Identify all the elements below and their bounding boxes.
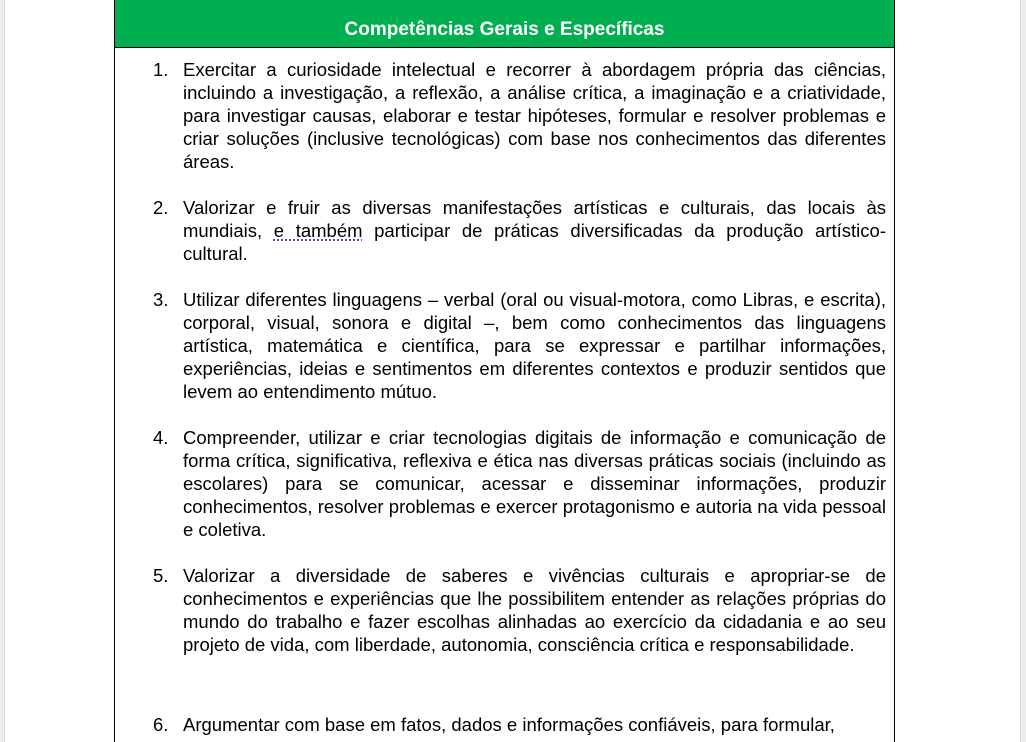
item-text-part: Valorizar e fruir as diversas manifestações artísticas e culturais, das locais às mundiais, (183, 197, 886, 241)
item-text[interactable]: Exercitar a curiosidade intelectual e recorrer à abordagem própria das ciências, incluindo a investigação, a reflexão, a análise crítica, a imaginação e a criatividade, para investigar causas, elaborar e testar hipóteses, formular e resolver problemas e criar soluções (inclusive tecnológicas) com base nos conhecimentos das diferentes áreas. (183, 59, 886, 172)
page-edge-left (0, 0, 5, 742)
item-text[interactable]: Utilizar diferentes linguagens – verbal (oral ou visual-motora, como Libras, e escrita), corporal, visual, sonora e digital –, bem como conhecimentos das linguagens artística, matemática e científica, para se expressar e partilhar informações, experiências, ideias e sentimentos em diferentes contextos e produzir sentidos que levem ao entendimento mútuo. (183, 289, 886, 402)
item-text[interactable]: Compreender, utilizar e criar tecnologias digitais de informação e comunicação de forma crítica, significativa, reflexiva e ética nas diversas práticas sociais (incluindo as escolares) para se comunicar, acessar e disseminar informações, produzir conhecimentos, resolver problemas e exercer protagonismo e autoria na vida pessoal e coletiva. (183, 427, 886, 540)
item-number: 3. (153, 289, 169, 310)
item-number: 5. (153, 565, 169, 586)
item-text[interactable]: Argumentar com base em fatos, dados e informações confiáveis, para formular, (183, 714, 835, 735)
item-text[interactable] (183, 196, 886, 265)
item-text-part: participar de práticas diversificadas da produção artístico-cultural. (183, 220, 886, 264)
item-text[interactable]: Valorizar a diversidade de saberes e vivências culturais e apropriar-se de conhecimentos e experiências que lhe possibilitem entender as relações próprias do mundo do trabalho e fazer escolhas alinhadas ao exercício da cidadania e ao seu projeto de vida, com liberdade, autonomia, consciência crítica e responsabilidade. (183, 565, 886, 655)
page-edge-right (1020, 0, 1026, 742)
item-number: 2. (153, 197, 169, 218)
table-header (115, 0, 894, 48)
spelling-flagged-phrase[interactable]: e também (273, 220, 363, 241)
table-title: Competências Gerais e Específicas (344, 18, 665, 40)
item-number: 4. (153, 427, 169, 448)
competencies-table (114, 0, 895, 742)
item-number: 6. (153, 714, 169, 735)
item-number: 1. (153, 59, 169, 80)
